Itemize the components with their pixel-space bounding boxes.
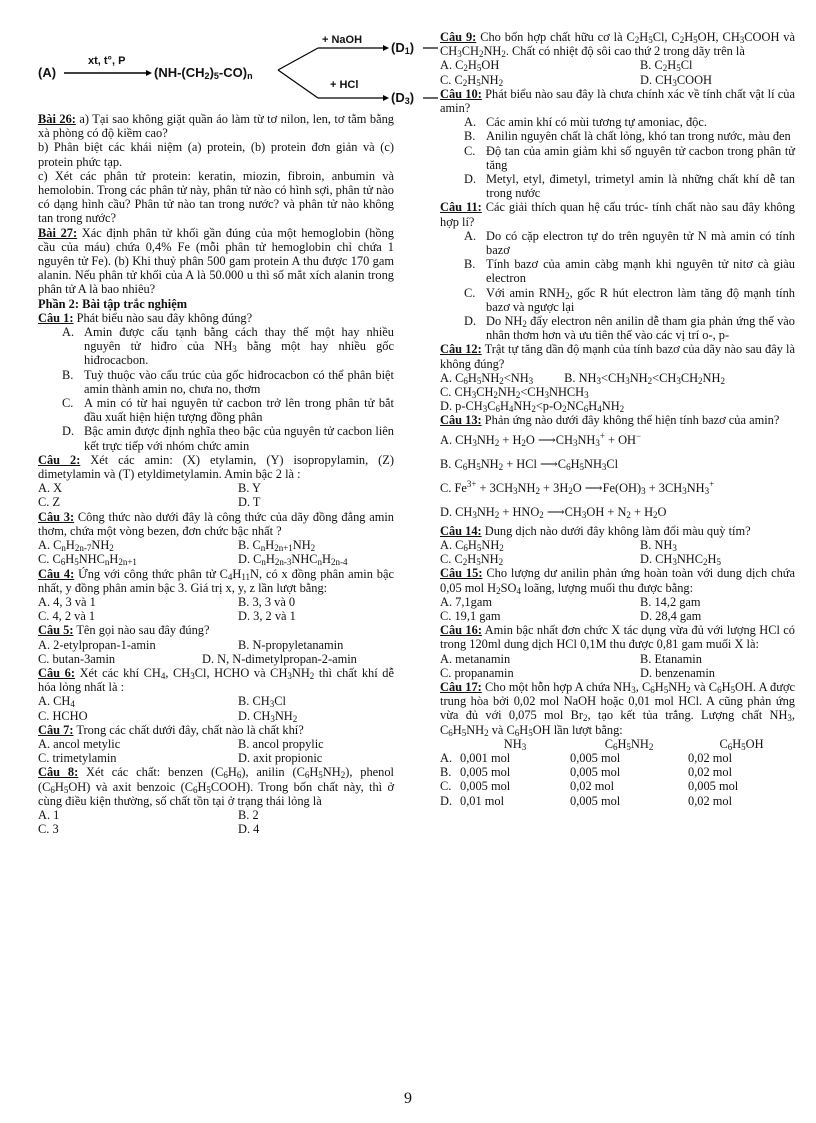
cau10-options: A. Các amin khí có mùi tương tự amoniac, độc. B. Anilin nguyên chất là chất lỏng, khó tan trong nước, màu đen C. Độ tan của amin giảm khi số nguyên tử cacbon trong phân tử tăng D. Metyl, etyl, đimetyl, trimetyl amin là những chất khí dễ tan trong nước [464, 115, 795, 201]
cau12: Câu 12: Trật tự tăng dần độ mạnh của tính bazơ của dãy nào sau đây là không đúng? [440, 342, 795, 371]
cau15-options: A. 7,1gam B. 14,2 gam C. 19,1 gam D. 28,4 gam [440, 594, 702, 623]
cau1-d: D. Bậc amin được định nghĩa theo bậc của nguyên tử cacbon liên kết trực tiếp với nhóm chức amin [62, 424, 394, 453]
scheme-a: (A) [38, 65, 57, 80]
scheme-naoh: + NaOH [322, 34, 363, 46]
cau9-options: A. $C_2H_5OH$ B. $C_2H_5Cl$ C. $C_2H_5NH_2$ D. $CH_3COOH$ [440, 58, 712, 88]
cau5-options: A. 2-etylpropan-1-amin B. N-propyletanamin C. butan-3amin D. N, N-dimetylpropan-2-amin [38, 637, 357, 666]
scheme-conditions: xt, t°, P [88, 55, 126, 67]
cau2: Câu 2: Xét các amin: (X) etylamin, (Y) isopropylamin, (Z) dimetylamin và (T) etyldimetylamin. Amin bậc 2 là : [38, 452, 394, 482]
cau3-options: A. $C_nH_{2n-7}NH_2$ B. $C_nH_{2n+1}NH_2$ C. $C_6H_5NHC_nH_{2n+1}$ D. $C_nH_{2n-3}NHC_nH_{2n-4}$ [38, 538, 348, 568]
right-column [440, 30, 795, 808]
reaction-scheme [38, 30, 438, 110]
cau11: Câu 11: Các giải thích quan hệ cấu trúc- tính chất nào sau đây không hợp lí? [440, 200, 795, 229]
cau7: Câu 7: Trong các chất dưới đây, chất nào là chất khí? [38, 722, 304, 737]
bai27: Bài 27: Xác định phân tử khối gần đúng của một hemoglobin (hồng cầu của máu) chứa 0,4% Fe (mỗi phân tử hemoglobin chỉ chứa 1 nguyên tử Fe). (b) Khi thuỷ phân 500 gam protein A thu được 170 gam alanin. Nếu phân tử khối của A là 50.000 u thì số mắt xích alanin trong phân tử A là bao nhiêu? [38, 225, 394, 297]
scheme-d3: $(D_3)$ [391, 90, 415, 106]
cau17-table: $NH_3$ $C_6H_5NH_2$ $C_6H_5OH$ A. 0,001 mol 0,005 mol 0,02 mol B. 0,005 mol 0,005 mol 0,02 mol C. 0,005 mol 0,02 mol 0,005 mol D. 0,01 mol 0,005 mol 0,02 mol [440, 736, 764, 808]
cau1-c: C. A min có từ hai nguyên tử cacbon trở lên trong phân tử bắt đầu xuất hiện hiện tượng đồng phân [62, 396, 394, 425]
cau3: Câu 3: Công thức nào dưới đây là công thức của dãy đồng đẳng amin thơm, chứa một vòng bezen, đơn chức bậc nhất ? [38, 509, 394, 538]
cau14-options: A. $C_6H_5NH_2$ B. $NH_3$ C. $C_2H_5NH_2$ D. $CH_3NHC_2H_5$ [440, 537, 721, 568]
cau6: Câu 6: Xét các khí $CH_4$, $CH_3Cl$, HCHO và $CH_3NH_2$ thì chất khí dễ hóa lỏng nhất là : [38, 665, 394, 695]
cau1-a: A. Amin được cấu tạnh bằng cách thay thế một hay nhiều nguyên tử hiđro của $NH_3$ bằng một hay nhiều gốc hiđrocacbon. [62, 325, 394, 368]
cau16: Câu 16: Amin bậc nhất đơn chức X tác dụng vừa đủ với lượng HCl có trong 120ml dung dịch HCl 0,1M thu được 0,81 gam muối X là: [440, 623, 795, 652]
part2-heading: Phần 2: Bài tập trắc nghiệm [38, 296, 188, 311]
cau8: Câu 8: Xét các chất: benzen $(C_6H_6)$, anilin $(C_6H_5NH_2)$, phenol $(C_6H_5OH)$ và axit benzoic $(C_6H_5COOH)$. Trong bốn chất này, thì ở cùng điều kiện thường, số chất tồn tại ở trạng thái lỏng là [38, 765, 395, 808]
cau4: Câu 4: Ứng với công thức phân tử $C_4H_{11}N$, có x đồng phân amin bậc nhất, y đồng phân amin bậc 3. Giá trị x, y, z lần lượt bằng: [38, 566, 394, 595]
cau5: Câu 5: Tên gọi nào sau đây đúng? [38, 623, 210, 638]
scheme-hcl: + HCl [330, 79, 359, 91]
cau4-options: A. 4, 3 và 1 B. 3, 3 và 0 C. 4, 2 và 1 D. 3, 2 và 1 [38, 594, 296, 624]
cau1: Câu 1: Phát biểu nào sau đây không đúng? [38, 310, 253, 325]
cau13: Câu 13: Phản ứng nào dưới đây không thể hiện tính bazơ của amin? [440, 413, 780, 428]
cau2-options: A. X B. Y C. Z D. T [38, 481, 261, 510]
left-column [38, 112, 394, 836]
cau9: Câu 9: Cho bốn hợp chất hữu cơ là $C_2H_5Cl$, $C_2H_5OH$, $CH_3COOH$ và $CH_3CH_2NH_2$. Chất có nhiệt độ sôi cao thứ 2 trong dãy trên là [440, 30, 795, 60]
cau11-options: A. Do có cặp electron tự do trên nguyên tử N mà amin có tính bazơ B. Tính bazơ của amin càbg mạnh khi nguyên tử nitơ cà giàu electron C. Với amin $RNH_2$, gốc R hút electron làm tăng độ mạnh tính bazơ và ngược lại D. Do $NH_2$ đẩy electron nên anilin dễ tham gia phản ứng thế vào nhân thơm hơn và ưu tiên thế vào các vị trí o-, p- [464, 228, 795, 343]
cau6-options: A. $CH_4$ B. $CH_3Cl$ C. HCHO D. $CH_3NH_2$ [38, 694, 298, 724]
cau15: Câu 15: Cho lượng dư anilin phản ứng hoàn toàn với dung dịch chứa 0,05 mol $H_2SO_4$ loãng, lượng muối thu được bằng: [440, 566, 795, 596]
cau12-options: A. $C_6H_5NH_2<NH_3$ B. $NH_3<CH_3NH_2<CH_3CH_2NH_2$ C. $CH_3CH_2NH_2<CH_3NHCH_3$ D. $p-CH_3C_6H_4NH_2<p-O_2NC_6H_4NH_2$ [440, 370, 725, 415]
cau8-options: A. 1 B. 2 C. 3 D. 4 [38, 807, 260, 837]
cau10: Câu 10: Phát biểu nào sau đây là chưa chính xác về tính chất vật lí của amin? [440, 86, 795, 116]
cau1-b: B. Tuỳ thuộc vào cấu trúc của gốc hiđrocacbon có thể phân biệt amin thành amin no, chưa no, thơm [62, 367, 394, 396]
cau16-options: A. metanamin B. Etanamin C. propanamin D. benzenamin [440, 651, 716, 680]
bai26-c: c) Xét các phân tử protein: keratin, miozin, fibroin, anbumin và hemolobin. Trong các phân tử này, phân tử nào có hình sợi, phân tử nào có dạng hình cầu? Phân tử nào tan trong nước? và phân tử nào không tan trong nước? [38, 168, 394, 226]
bai26-b: b) Phân biệt các khái niệm (a) protein, (b) protein đơn giản và (c) protein phức tạp. [38, 140, 394, 169]
cau14: Câu 14: Dung dịch nào dưới đây không làm đổi màu quỳ tím? [440, 523, 751, 538]
scheme-polymer: $(NH-(CH_2)_5-CO)_n$ [154, 65, 253, 81]
cau13-options: A. $CH_3NH_2 + H_2O$ $⟶CH_3NH_3^+ + OH^-$ B. $C_6H_5NH_2$ + HCl $⟶C_6H_5NH_3Cl$ C. $Fe^{3+} + 3CH_3NH_2 + 3H_2O$ $⟶Fe(OH)_3 + 3CH_3NH_3^+$ D. $CH_3NH_2 + HNO_2$ $⟶CH_3OH + N_2 + H_2O$ [440, 430, 715, 520]
bai26: Bài 26: a) Tại sao không giặt quần áo làm từ tơ nilon, len, tơ tằm bằng xà phòng có độ kiềm cao? [38, 112, 394, 141]
cau1-options [38, 325, 394, 453]
cau7-options: A. ancol metylic B. ancol propylic C. trimetylamin D. axit propionic [38, 736, 324, 766]
page-number: 9 [404, 1090, 412, 1107]
cau17: Câu 17: Cho một hỗn hợp A chứa $NH_3$, $C_6H_5NH_2$ và $C_6H_5OH$. A được trung hòa bởi 0,02 mol NaOH hoặc 0,01 mol HCl. A cũng phản ứng vừa đủ với 0,075 mol $Br_2$, tạo kết tủa trắng. Lượng chất $NH_3$, $C_6H_5NH_2$ và $C_6H_5OH$ lần lượt bằng: [440, 679, 796, 738]
scheme-d1: $(D_1)$ [391, 40, 415, 56]
